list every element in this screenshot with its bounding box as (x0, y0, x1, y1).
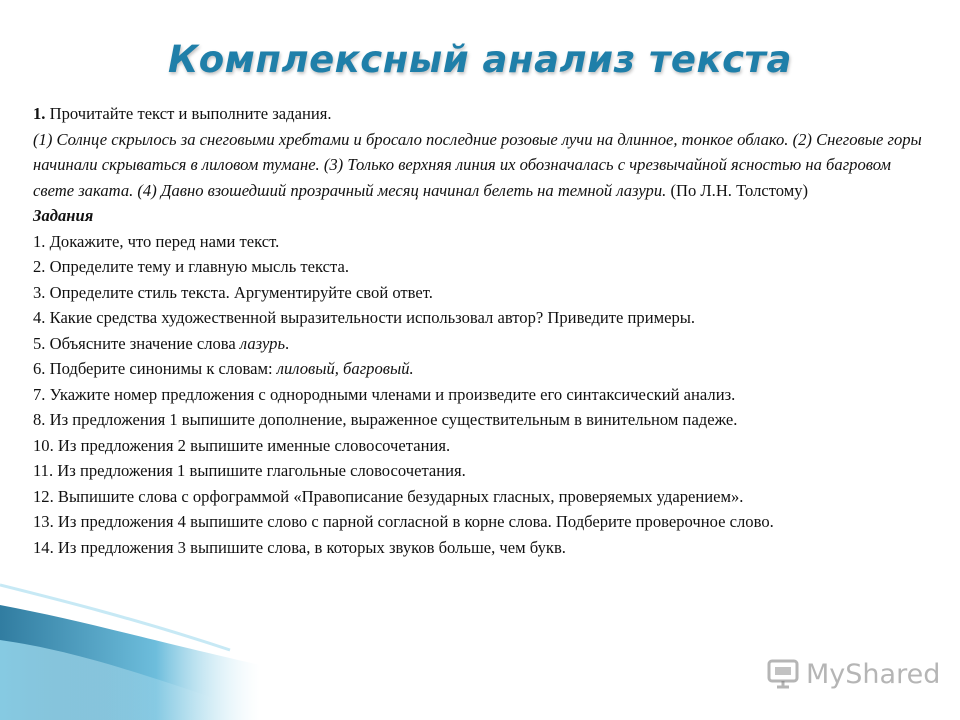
task-4: 4. Какие средства художественной выразительности использовал автор? Приведите примеры. (33, 308, 696, 327)
task-2: 2. Определите тему и главную мысль текста. (33, 257, 350, 276)
task-10: 10. Из предложения 2 выпишите именные словосочетания. (33, 435, 451, 455)
source-attribution: (По Л.Н. Толстому) (666, 180, 809, 200)
task-6-prefix: 6. Подберите синонимы к словам: (33, 359, 277, 378)
task-11: 11. Из предложения 1 выпишите глагольные словосочетания. (33, 461, 466, 480)
slide-title: Комплексный анализ текста (168, 38, 792, 81)
task-7: 7. Укажите номер предложения с однородными членами и произведите его синтаксический анализ. (33, 384, 736, 404)
task-6 (33, 356, 933, 382)
watermark-text: MyShared (806, 658, 941, 690)
task-1: 1. Докажите, что перед нами текст. (33, 231, 280, 251)
source-text-italic: (1) Солнце скрылось за снеговыми хребтами и бросало последние розовые лучи на длинное, тонкое облако. (2) Снеговые горы начинали скрываться в лиловом тумане. (3) Только верхняя линия их обозначалась с чрезвычайной ясностью на багровом свете заката. (4) Давно взошедший прозрачный месяц начинал белеть на темной лазури. (33, 129, 922, 200)
slide-body (33, 101, 933, 560)
task-14: 14. Из предложения 3 выпишите слова, в которых звуков больше, чем букв. (33, 537, 566, 557)
intro-number: 1. (33, 104, 46, 123)
myshared-watermark (766, 654, 940, 694)
task-5-prefix: 5. Объясните значение слова (33, 333, 240, 353)
task-13: 13. Из предложения 4 выпишите слово с парной согласной в корне слова. Подберите проверочное слово. (33, 512, 774, 531)
task-6-words: лиловый, багровый. (276, 359, 414, 378)
intro-instruction: Прочитайте текст и выполните задания. (45, 104, 332, 123)
source-text (33, 127, 933, 204)
task-5-word: лазурь (239, 333, 285, 353)
tasks-heading: Задания (33, 206, 94, 225)
task-8: 8. Из предложения 1 выпишите дополнение, выраженное существительным в винительном падеже. (33, 410, 738, 429)
task-5 (33, 331, 933, 357)
presentation-screen-icon (766, 657, 800, 691)
task-3: 3. Определите стиль текста. Аргументируйте свой ответ. (33, 282, 433, 302)
intro-line (33, 101, 933, 127)
task-5-suffix: . (285, 333, 290, 353)
task-12: 12. Выпишите слова с орфограммой «Правописание безударных гласных, проверяемых ударением». (33, 486, 744, 506)
